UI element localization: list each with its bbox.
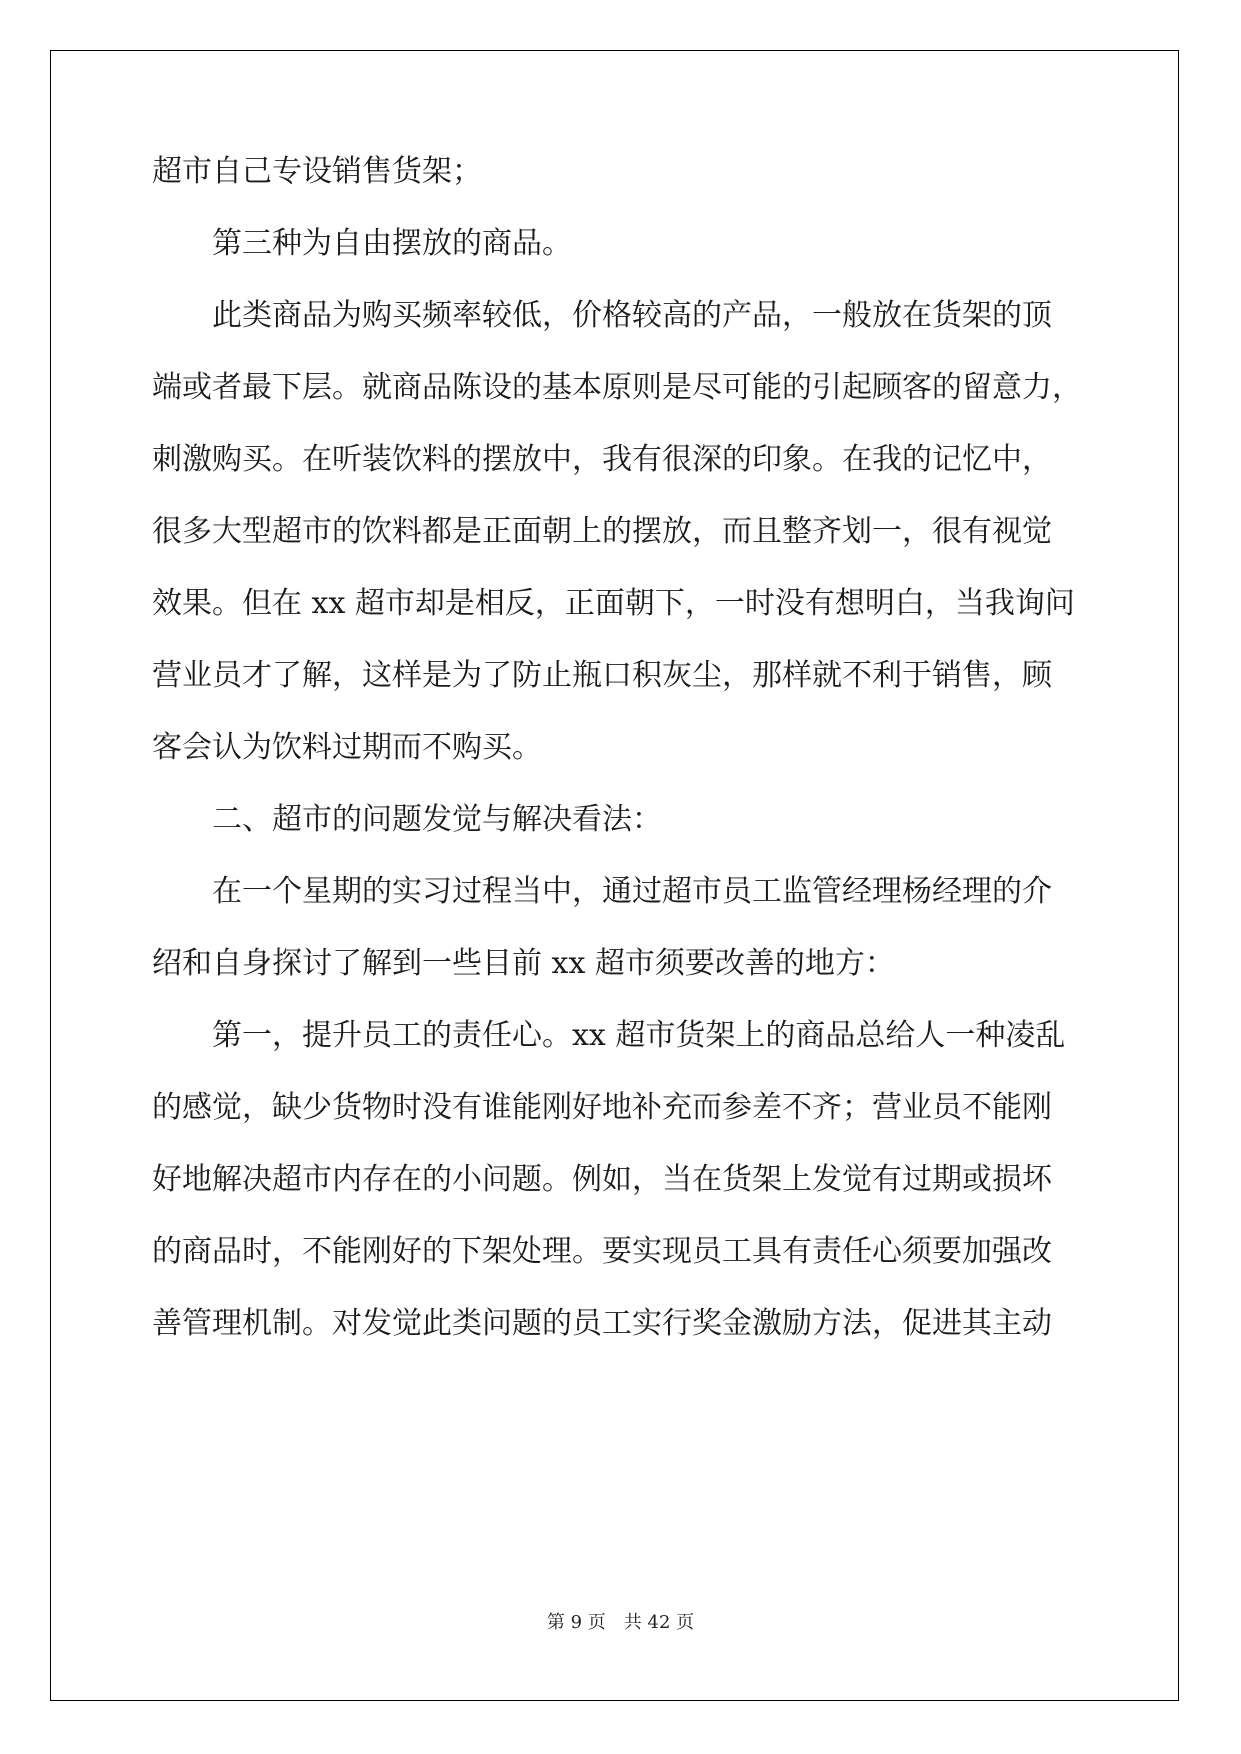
text-line: 刺激购买。在听装饮料的摆放中，我有很深的印象。在我的记忆中， (152, 442, 1052, 477)
text-line: 超市自己专设销售货架； (152, 154, 482, 189)
text-line: 此类商品为购买频率较低，价格较高的产品，一般放在货架的顶 (152, 298, 1052, 333)
text-line: 效果。但在 xx 超市却是相反，正面朝下，一时没有想明白，当我询问 (152, 586, 1075, 621)
text-line: 第一，提升员工的责任心。xx 超市货架上的商品总给人一种凌乱 (152, 1018, 1066, 1053)
text-line: 营业员才了解，这样是为了防止瓶口积灰尘，那样就不利于销售，顾 (152, 658, 1052, 693)
text-line: 第三种为自由摆放的商品。 (152, 226, 572, 261)
text-line: 的感觉，缺少货物时没有谁能刚好地补充而参差不齐；营业员不能刚 (152, 1090, 1052, 1125)
text-line: 在一个星期的实习过程当中，通过超市员工监管经理杨经理的介 (152, 874, 1052, 909)
text-line: 善管理机制。对发觉此类问题的员工实行奖金激励方法，促进其主动 (152, 1306, 1052, 1341)
text-line: 很多大型超市的饮料都是正面朝上的摆放，而且整齐划一，很有视觉 (152, 514, 1052, 549)
text-line: 二、超市的问题发觉与解决看法： (152, 802, 662, 837)
text-line: 好地解决超市内存在的小问题。例如，当在货架上发觉有过期或损坏 (152, 1162, 1052, 1197)
page-footer: 第 9 页 共 42 页 (546, 1612, 695, 1633)
text-line: 的商品时，不能刚好的下架处理。要实现员工具有责任心须要加强改 (152, 1234, 1052, 1269)
text-line: 端或者最下层。就商品陈设的基本原则是尽可能的引起顾客的留意力， (152, 370, 1082, 405)
text-line: 客会认为饮料过期而不购买。 (152, 730, 542, 765)
text-line: 绍和自身探讨了解到一些目前 xx 超市须要改善的地方： (152, 946, 895, 981)
